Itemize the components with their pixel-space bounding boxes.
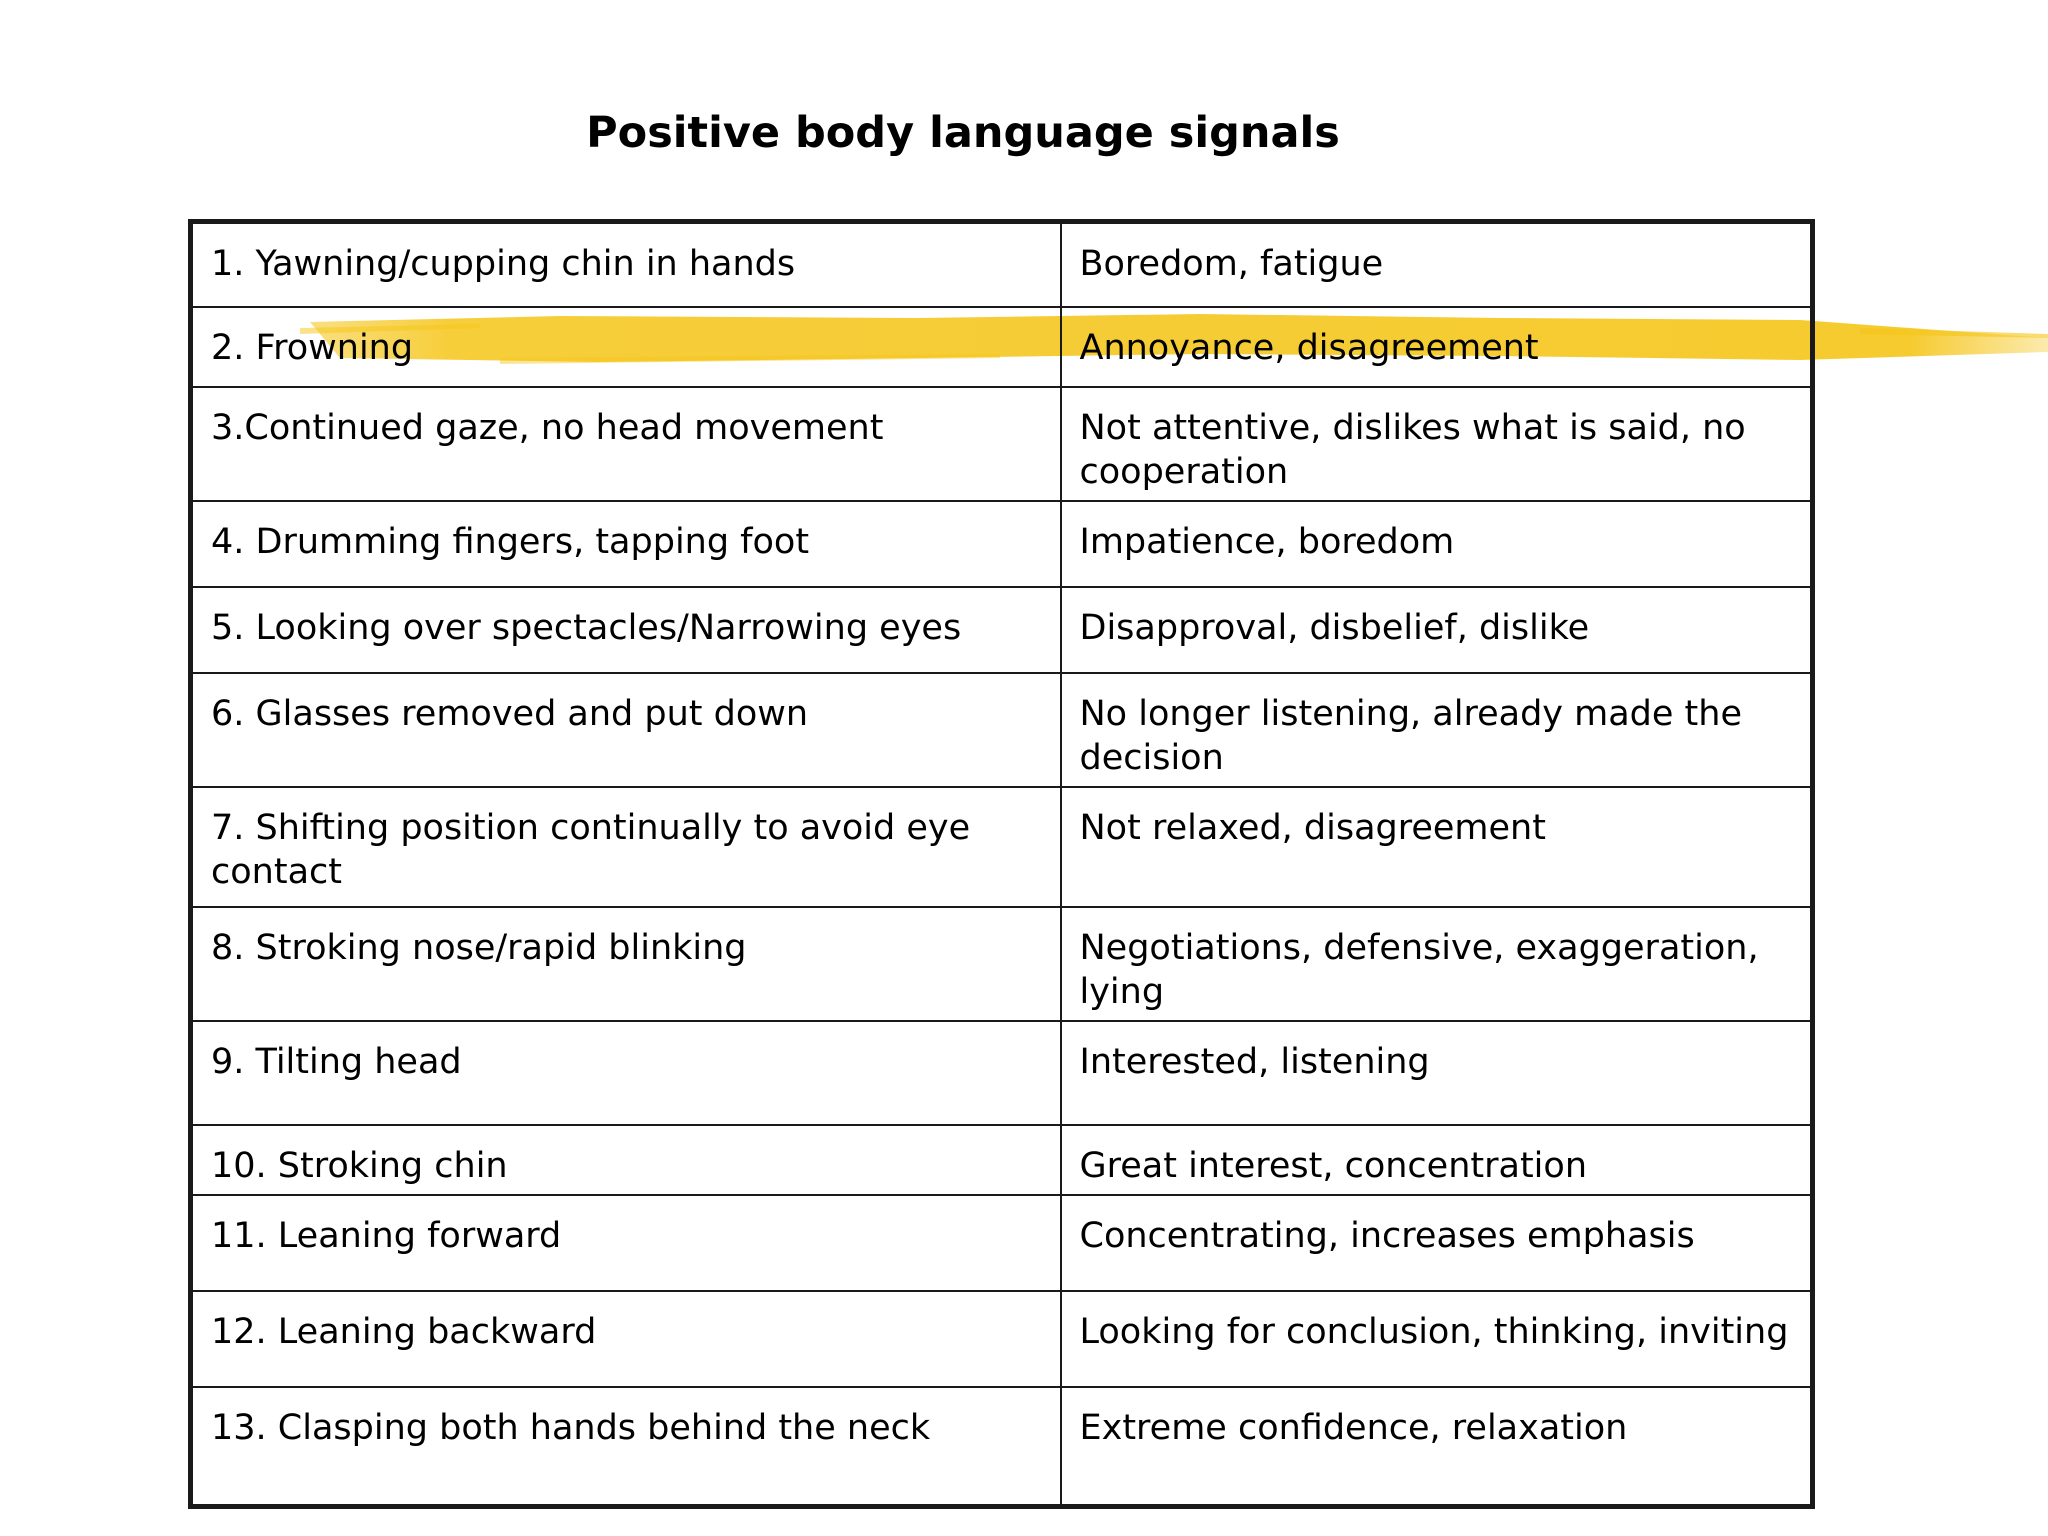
signal-cell: 13. Clasping both hands behind the neck [191,1387,1061,1507]
signal-cell: 11. Leaning forward [191,1195,1061,1291]
table-row [191,307,1813,387]
signal-cell: 9. Tilting head [191,1021,1061,1125]
meaning-cell: No longer listening, already made the decision [1061,673,1813,787]
meaning-cell: Negotiations, defensive, exaggeration, lying [1061,907,1813,1021]
table-row [191,1125,1813,1195]
meaning-cell: Extreme confidence, relaxation [1061,1387,1813,1507]
signals-table [188,219,1815,1509]
meaning-cell: Annoyance, disagreement [1061,307,1813,387]
meaning-cell: Great interest, concentration [1061,1125,1813,1195]
table-row [191,1195,1813,1291]
table-row [191,1291,1813,1387]
table-row [191,1387,1813,1507]
meaning-cell: Impatience, boredom [1061,501,1813,587]
table-row [191,907,1813,1021]
signal-cell: 4. Drumming fingers, tapping foot [191,501,1061,587]
meaning-cell: Not relaxed, disagreement [1061,787,1813,907]
meaning-cell: Not attentive, dislikes what is said, no cooperation [1061,387,1813,501]
signal-cell: 10. Stroking chin [191,1125,1061,1195]
signal-cell: 2. Frowning [191,307,1061,387]
meaning-cell: Disapproval, disbelief, dislike [1061,587,1813,673]
signal-cell: 5. Looking over spectacles/Narrowing eyes [191,587,1061,673]
slide-title: Positive body language signals [586,108,1340,158]
signal-cell: 8. Stroking nose/rapid blinking [191,907,1061,1021]
table-row [191,1021,1813,1125]
table-row [191,501,1813,587]
signal-cell: 6. Glasses removed and put down [191,673,1061,787]
signal-cell: 7. Shifting position continually to avoid eye contact [191,787,1061,907]
meaning-cell: Concentrating, increases emphasis [1061,1195,1813,1291]
signal-cell: 12. Leaning backward [191,1291,1061,1387]
signal-cell: 3.Continued gaze, no head movement [191,387,1061,501]
table-row [191,673,1813,787]
table-row [191,387,1813,501]
table-row [191,222,1813,308]
meaning-cell: Interested, listening [1061,1021,1813,1125]
table-row [191,787,1813,907]
table-row [191,587,1813,673]
meaning-cell: Boredom, fatigue [1061,222,1813,308]
meaning-cell: Looking for conclusion, thinking, inviting [1061,1291,1813,1387]
signal-cell: 1. Yawning/cupping chin in hands [191,222,1061,308]
